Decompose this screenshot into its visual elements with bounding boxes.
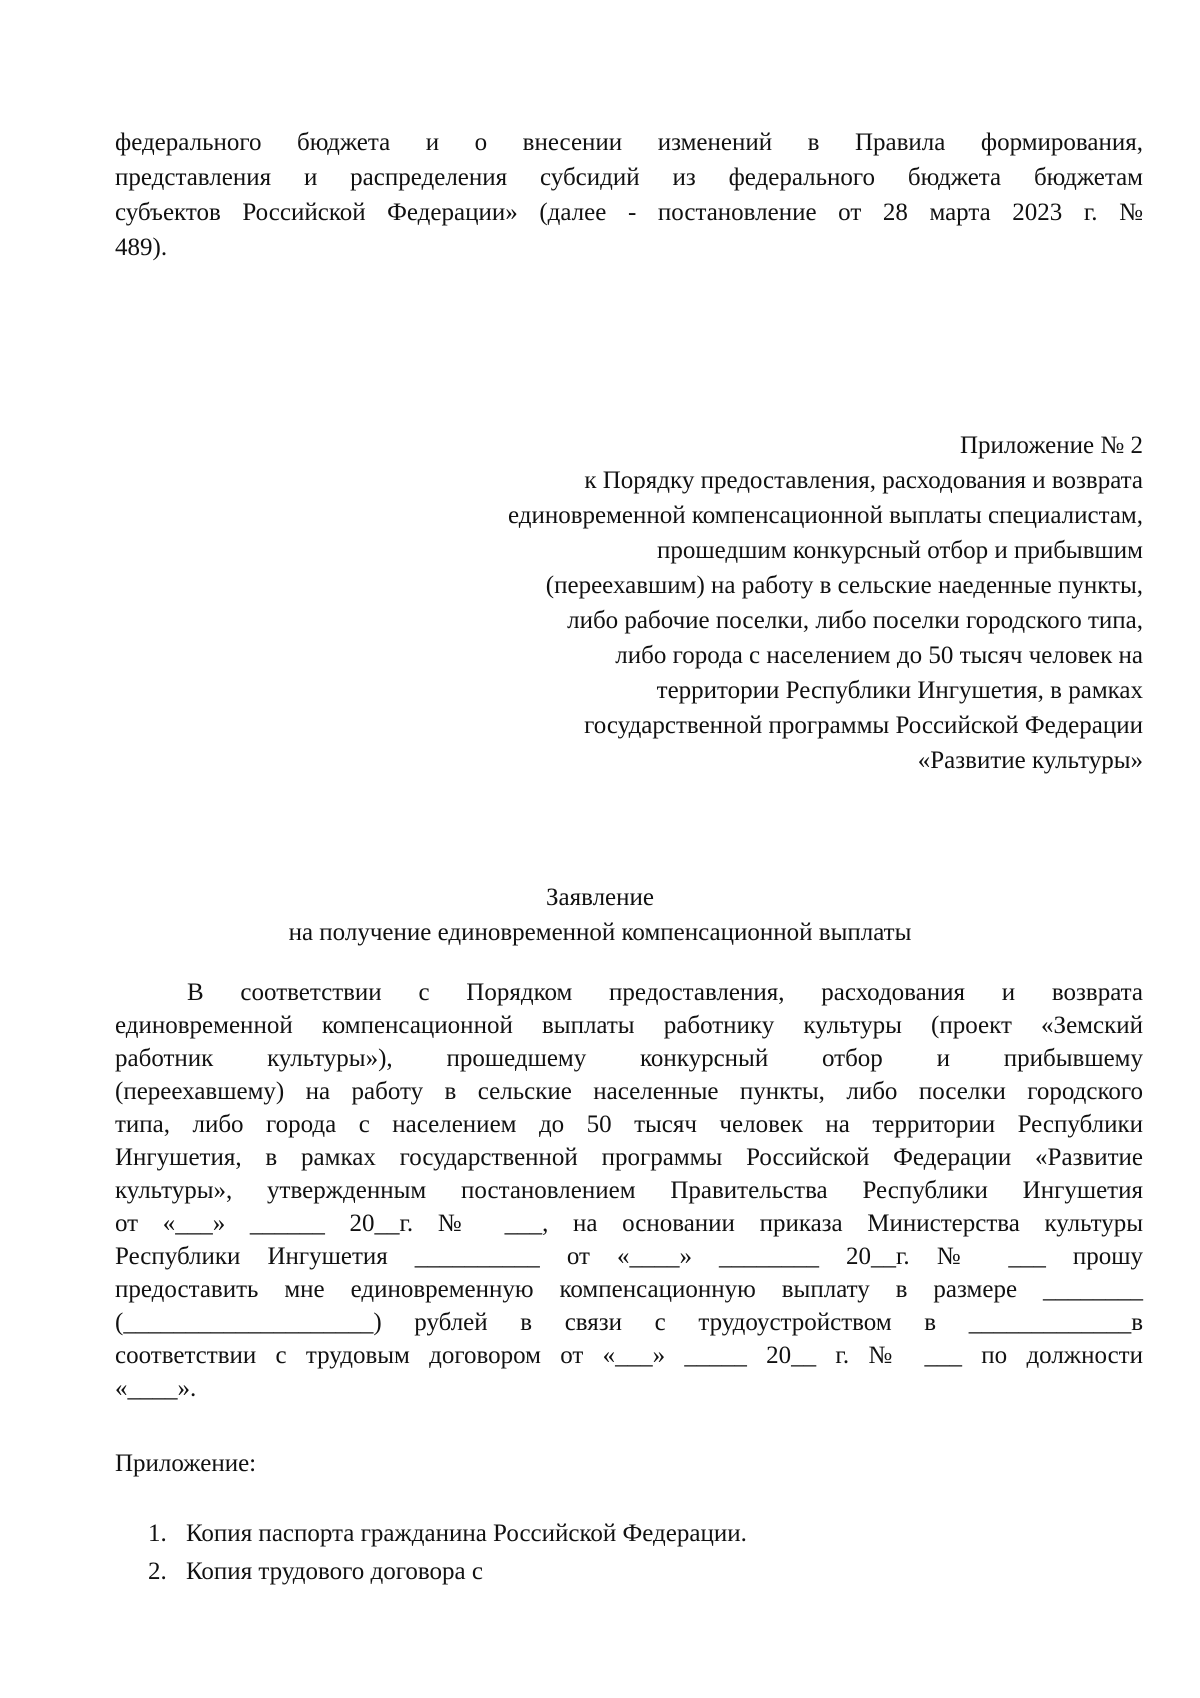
body-line: предоставить мне единовременную компенсационную выплату в размере ________ — [115, 1276, 1143, 1303]
intro-line: федерального бюджета и о внесении изменений в Правила формирования, — [115, 129, 1143, 156]
appendix-header-line: Приложение № 2 — [959, 432, 1143, 459]
statement-body — [115, 976, 1143, 1405]
appendix-header-line: к Порядку предоставления, расходования и возврата — [584, 467, 1143, 494]
body-line: от «___» ______ 20__г. № ___, на основании приказа Министерства культуры — [115, 1210, 1143, 1237]
body-line: типа, либо города с населением до 50 тысяч человек на территории Республики — [115, 1111, 1143, 1138]
body-line: культуры», утвержденным постановлением Правительства Республики Ингушетия — [115, 1177, 1143, 1204]
intro-paragraph — [115, 125, 1143, 265]
body-line: В соответствии с Порядком предоставления, расходования и возврата — [187, 979, 1143, 1006]
attachment-item — [148, 1553, 747, 1591]
appendix-header-line: единовременной компенсационной выплаты специалистам, — [507, 502, 1143, 529]
intro-line: 489). — [115, 234, 168, 261]
intro-line: представления и распределения субсидий из федерального бюджета бюджетам — [115, 164, 1143, 191]
appendix-header-line: государственной программы Российской Федерации — [584, 712, 1143, 739]
appendix-header-line: прошедшим конкурсный отбор и прибывшим — [657, 537, 1143, 564]
appendix-header-line: «Развитие культуры» — [917, 747, 1143, 774]
statement-heading — [0, 880, 1200, 950]
statement-title: Заявление — [545, 884, 655, 911]
body-line: работник культуры»), прошедшему конкурсный отбор и прибывшему — [115, 1045, 1143, 1072]
appendix-header-line: территории Республики Ингушетия, в рамках — [656, 677, 1143, 704]
body-line: Республики Ингушетия __________ от «____» ________ 20__г. № ___ прошу — [115, 1243, 1143, 1270]
body-line: Ингушетия, в рамках государственной программы Российской Федерации «Развитие — [115, 1144, 1143, 1171]
attachment-item — [148, 1515, 747, 1553]
attachment-text: Копия паспорта гражданина Российской Федерации. — [186, 1520, 747, 1547]
body-line: соответствии с трудовым договором от «___» _____ 20__ г. № ___ по должности — [115, 1342, 1143, 1369]
appendix-header-line: либо рабочие поселки, либо поселки городского типа, — [567, 607, 1143, 634]
intro-line: субъектов Российской Федерации» (далее - постановление от 28 марта 2023 г. № — [115, 199, 1143, 226]
attachments-label: Приложение: — [115, 1450, 257, 1477]
attachment-number: 2. — [148, 1558, 167, 1585]
body-line: (____________________) рублей в связи с трудоустройством в _____________в — [115, 1309, 1143, 1336]
appendix-header — [383, 428, 1143, 778]
appendix-header-line: либо города с населением до 50 тысяч человек на — [615, 642, 1143, 669]
appendix-header-line: (переехавшим) на работу в сельские наеденные пункты, — [545, 572, 1143, 599]
attachments-list — [148, 1515, 747, 1591]
body-line: единовременной компенсационной выплаты работнику культуры (проект «Земский — [115, 1012, 1143, 1039]
statement-subtitle: на получение единовременной компенсационной выплаты — [288, 919, 912, 946]
body-line: (переехавшему) на работу в сельские населенные пункты, либо поселки городского — [115, 1078, 1143, 1105]
attachment-number: 1. — [148, 1520, 167, 1547]
attachment-text: Копия трудового договора с — [186, 1558, 483, 1585]
body-line: «____». — [115, 1375, 197, 1402]
